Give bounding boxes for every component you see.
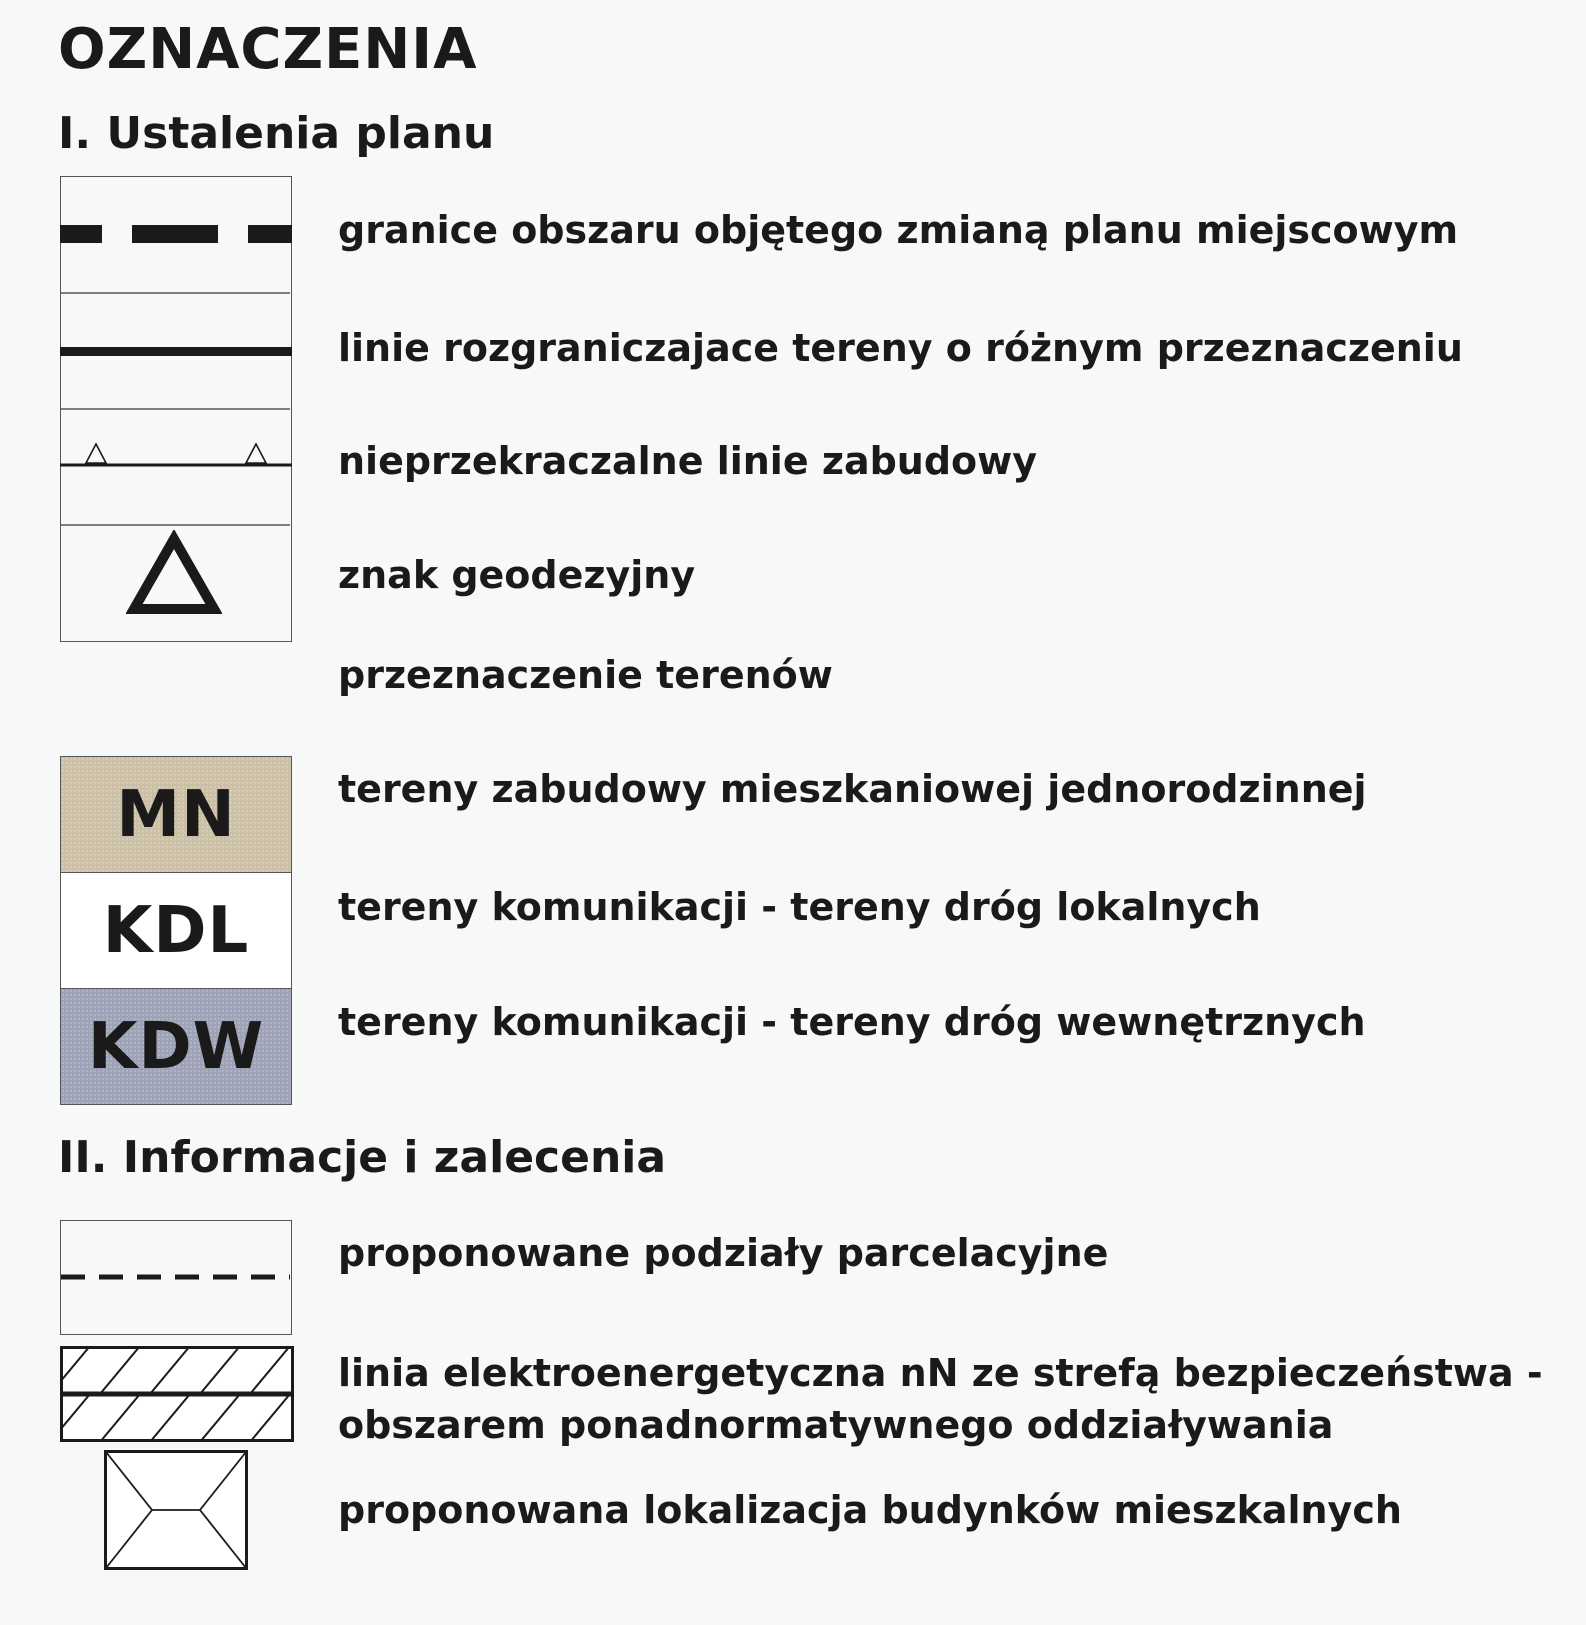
land-use-kdl-swatch: [60, 872, 292, 989]
legend-label-power-line-line2: obszarem ponadnormatywnego oddziaływania: [338, 1403, 1334, 1447]
section-heading-plan: I. Ustalenia planu: [58, 108, 495, 159]
land-use-heading: przeznaczenie terenów: [338, 653, 833, 697]
land-use-code-kdl: KDL: [102, 893, 250, 968]
legend-label-kdw: tereny komunikacji - tereny dróg wewnętrznych: [338, 1000, 1366, 1044]
land-use-mn-swatch: [60, 756, 292, 873]
legend-label-demarcation-lines: linie rozgraniczajace tereny o różnym przeznaczeniu: [338, 326, 1463, 370]
parcel-division-dashed-line-icon: [61, 1221, 290, 1333]
legend-label-power-line: linia elektroenergetyczna nN ze strefą bezpieczeństwa -: [338, 1351, 1543, 1395]
legend-label-geodetic-marker: znak geodezyjny: [338, 553, 696, 597]
land-use-code-mn: MN: [116, 777, 236, 852]
legend-label-mn: tereny zabudowy mieszkaniowej jednorodzinnej: [338, 767, 1367, 811]
proposed-building-location-icon: [104, 1450, 248, 1570]
legend-title: OZNACZENIA: [58, 17, 478, 82]
legend-label-building-lines: nieprzekraczalne linie zabudowy: [338, 439, 1038, 483]
section-heading-information: II. Informacje i zalecenia: [58, 1132, 667, 1183]
legend-label-proposed-buildings: proponowana lokalizacja budynków mieszkalnych: [338, 1488, 1402, 1532]
geodetic-marker-triangle-icon: [126, 530, 222, 616]
power-line-hatched-zone-icon: [60, 1346, 294, 1442]
legend-label-kdl: tereny komunikacji - tereny dróg lokalnych: [338, 885, 1261, 929]
parcel-division-symbol-box: [60, 1220, 292, 1335]
demarcation-line-icon: [60, 345, 292, 359]
legend-label-parcel-divisions: proponowane podziały parcelacyjne: [338, 1231, 1109, 1275]
land-use-code-kdw: KDW: [87, 1009, 265, 1084]
land-use-kdw-swatch: [60, 988, 292, 1105]
plan-boundary-dashed-line-icon: [60, 224, 292, 246]
building-line-triangles-icon: [60, 440, 292, 470]
legend-label-plan-boundary: granice obszaru objętego zmianą planu miejscowym: [338, 208, 1459, 252]
